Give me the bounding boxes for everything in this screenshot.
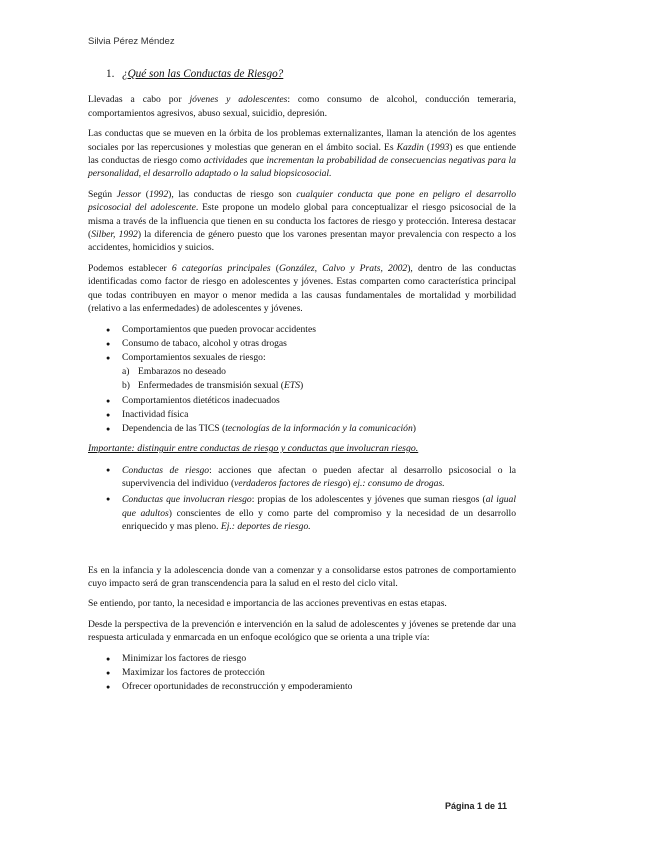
paragraph-6: Se entiendo, por tanto, la necesidad e importancia de las acciones preventivas en estas etapas. [88,598,447,610]
triple-approach-list [88,652,516,695]
list-item: ● Minimizar los factores de riesgo [106,652,516,666]
list-item: ● Conductas de riesgo: acciones que afectan o pueden afectar al desarrollo psicosocial o la supervivencia del individuo (verdaderos factores de riesgo) ej.: consumo de drogas. [106,464,516,491]
list-item: ● Comportamientos que pueden provocar accidentes [106,323,516,337]
paragraph-2: Las conductas que se mueven en la órbita de los problemas externalizantes, llaman la atención de los agentes sociales por las repercusiones y molestias que generan en el ámbito social. Es Kazdin (1993) es que entiende las conductas de riesgo como actividades que incrementan la probabilidad de consecuencias negativas para la personalidad, el desarrollo adaptado o la salud biopsicosocial. [88,128,517,180]
page-number: Página 1 de 11 [445,801,508,811]
paragraph-7: Desde la perspectiva de la prevención e intervención en la salud de adolescentes y jóvenes se pretende dar una respuesta articulada y enmarcada en un enfoque ecológico que se orienta a una triple vía: [88,618,516,644]
list-item: ● Consumo de tabaco, alcohol y otras drogas [106,337,516,351]
paragraph-1: Llevadas a cabo por jóvenes y adolescentes: como consumo de alcohol, conducción temeraria, comportamientos agresivos, abuso sexual, suicidio, depresión. [88,94,516,119]
list-item: ● Maximizar los factores de protección [106,666,516,680]
document-body [88,68,516,700]
spacer [88,540,516,564]
section-number: 1. [106,68,115,80]
list-item: ● Inactividad física [106,408,516,422]
paragraph-4: Podemos establecer 6 categorías principales (González, Calvo y Prats, 2002), dentro de las conductas identificadas como factor de riesgo en adolescentes y jóvenes. Estas comparten como característica principal que todas contribuyen en mayor o menor medida a las causas fundamentales de mortalidad y morbilidad (relativo a las enfermedades) de adolescentes y jóvenes. [88,262,516,315]
paragraph-3: Según Jessor (1992), las conductas de riesgo son cualquier conducta que pone en peligro el desarrollo psicosocial del adolescente. Este propone un modelo global para conceptualizar el riesgo psicosocial de la misma a través de la influencia que tienen en su conducta los factores de riesgo y protección. Interesa destacar (Silber, 1992) la diferencia de género puesto que los varones presentan mayor prevalencia con respecto a los accidentes, homicidios y suicios. [88,188,516,254]
section-heading [106,68,516,81]
important-note: Importante: distinguir entre conductas de riesgo y conductas que involucran riesgo. [88,443,419,455]
list-item: ● Conductas que involucran riesgo: propias de los adolescentes y jóvenes que suman riesgos (al igual que adultos) conscientes de ello y como parte del compromiso y la necesidad de un desarrollo enriquecido y mas pleno. Ej.: deportes de riesgo. [106,493,516,533]
risk-categories-list [88,323,516,437]
sexual-risk-sublist [122,365,516,393]
sub-list-item: a) Embarazos no deseado [122,366,226,378]
header-author: Silvia Pérez Méndez [88,36,175,47]
section-title: ¿Qué son las Conductas de Riesgo? [122,68,284,80]
paragraph-5: Es en la infancia y la adolescencia donde van a comenzar y a consolidarse estos patrones de comportamiento cuyo impacto será de gran transcendencia para la salud en el resto del ciclo vital. [88,564,516,589]
list-item: ● Dependencia de las TICS (tecnologías de la información y la comunicación) [106,422,516,436]
list-item: ● Comportamientos sexuales de riesgo: a) Embarazos no deseado b) Enfermedades de transmisión sexual (ETS) [106,351,516,394]
definitions-list [88,464,516,534]
list-item: ● Ofrecer oportunidades de reconstrucción y empoderamiento [106,680,516,694]
sub-list-item: b) Enfermedades de transmisión sexual (ETS) [122,380,304,392]
list-item: ● Comportamientos dietéticos inadecuados [106,394,516,408]
